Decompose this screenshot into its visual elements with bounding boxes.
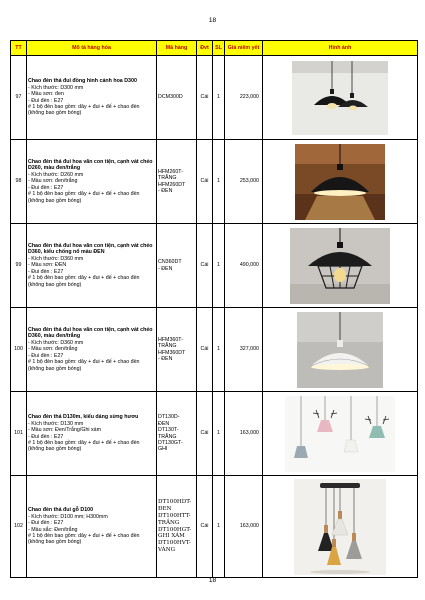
row-code — [157, 392, 197, 476]
code-line: DT100HVT- — [158, 540, 191, 547]
code-line: - ĐEN — [158, 187, 173, 194]
row-code — [157, 476, 197, 578]
table-row — [11, 308, 418, 392]
table-row — [11, 56, 418, 140]
row-description — [27, 392, 157, 476]
row-tt: 102 — [11, 476, 27, 578]
code-line: DT100HDT- — [158, 499, 192, 506]
row-qty: 1 — [213, 56, 225, 140]
code-line: HFM360T- — [158, 336, 184, 343]
row-line: - Đui đèn : E27 — [28, 520, 64, 527]
row-code — [157, 308, 197, 392]
row-description — [27, 224, 157, 308]
page-number-top: 18 — [208, 17, 217, 24]
row-line: # 1 bộ đèn bao gồm: dây + đui + đế + chao đèn (không bao gồm bóng) — [28, 191, 140, 204]
code-line: CN360DT — [158, 259, 182, 266]
row-title: Chao đèn thả D130m, kiểu dáng sừng hươu — [28, 414, 139, 421]
row-description — [27, 56, 157, 140]
row-qty: 1 — [213, 140, 225, 224]
code-line: VÀNG — [158, 546, 176, 553]
row-title: Chao đèn thả đui hoa văn con tiện, cạnh vát chéo D260, màu đen/trắng — [28, 159, 153, 172]
row-line: - Kích thước: D300 mm — [28, 84, 84, 91]
row-line: # 1 bộ đèn bao gồm: dây + đui + đế + chao đèn (không bao gồm bóng) — [28, 532, 140, 546]
header-tt: TT — [11, 41, 27, 56]
row-line: - Kích thước: D360 mm — [28, 339, 84, 346]
header-code: Mã hàng — [157, 41, 197, 56]
row-title: Chao đèn thả đui gỗ D100 — [28, 507, 94, 514]
page-number-bottom: 18 — [208, 577, 217, 584]
wooden-cone-pendant-lamps-photo — [263, 476, 418, 578]
row-qty: 1 — [213, 392, 225, 476]
row-tt: 101 — [11, 392, 27, 476]
code-line: TRẮNG — [158, 519, 180, 526]
code-line: DCM300D — [158, 94, 183, 101]
row-description — [27, 476, 157, 578]
row-line: # 1 bộ đèn bao gồm: dây + đui + đế + chao đèn (không bao gồm bóng) — [28, 359, 140, 372]
table-row — [11, 392, 418, 476]
header-qty: SL — [213, 41, 225, 56]
code-line: - ĐEN — [158, 265, 173, 272]
row-code — [157, 56, 197, 140]
code-line: HFM260DT — [158, 181, 186, 188]
row-unit: Cái — [197, 308, 213, 392]
row-qty: 1 — [213, 224, 225, 308]
code-line: DT130GT- — [158, 439, 183, 446]
row-unit: Cái — [197, 56, 213, 140]
code-line: ĐEN — [158, 506, 172, 513]
row-price: 163,000 — [225, 476, 263, 578]
row-price: 327,000 — [225, 308, 263, 392]
row-code — [157, 224, 197, 308]
row-qty: 1 — [213, 308, 225, 392]
row-title: Chao đèn thả đui hoa văn con tiện, cạnh vát chéo D360, kiểu chống nổ màu ĐEN — [28, 243, 153, 256]
row-title: Chao đèn thả đui hoa văn con tiện, cạnh vát chéo D360, màu đen/trắng — [28, 327, 153, 340]
row-price: 253,000 — [225, 140, 263, 224]
code-line: DT130T- — [158, 427, 179, 434]
black-cage-pendant-lamp-photo — [263, 224, 418, 308]
row-line: - Đui đèn : E27 — [28, 97, 64, 104]
row-unit: Cái — [197, 476, 213, 578]
row-line: - Màu sơn: ĐEN — [28, 262, 67, 269]
row-code — [157, 140, 197, 224]
row-line: - Màu sắc: Đen/trắng — [28, 526, 78, 533]
row-price: 163,000 — [225, 392, 263, 476]
black-dome-pendant-lamp-photo — [263, 140, 418, 224]
header-description: Mô tả hàng hóa — [27, 41, 157, 56]
row-description — [27, 140, 157, 224]
header-image: Hình ảnh — [263, 41, 418, 56]
row-unit: Cái — [197, 140, 213, 224]
table-header-row — [11, 41, 418, 56]
code-line: DT100HTT- — [158, 512, 191, 519]
row-unit: Cái — [197, 224, 213, 308]
row-line: - Màu sơn: đen/trắng — [28, 178, 78, 185]
code-line: TRẮNG — [158, 343, 177, 350]
header-unit: Đvt — [197, 41, 213, 56]
row-tt: 99 — [11, 224, 27, 308]
row-line: - Đui đèn : E27 — [28, 268, 64, 275]
row-line: - Đui đèn : E27 — [28, 433, 64, 440]
code-line: GHI — [158, 446, 168, 453]
row-line: - Kích thước: D260 mm — [28, 171, 84, 178]
code-line: TRẮNG — [158, 175, 177, 182]
row-qty: 1 — [213, 476, 225, 578]
code-line: - ĐEN — [158, 355, 173, 362]
product-table — [10, 40, 418, 578]
code-line: GHI XÁM — [158, 533, 185, 540]
row-line: - Màu sơn: đen — [28, 91, 64, 98]
code-line: TRẮNG — [158, 433, 177, 440]
row-title: Chao đèn thả đui đồng hình cánh hoa D300 — [28, 78, 137, 85]
row-line: - Kích thước: D130 mm — [28, 420, 84, 427]
row-line: - Đui đèn : E27 — [28, 352, 64, 359]
row-line: - Kích thước: D100 mm; H300mm — [28, 513, 108, 520]
row-line: # 1 bộ đèn bao gồm: dây + đui + đế + chao đèn (không bao gồm bóng) — [28, 275, 140, 288]
row-line: - Kích thước: D360 mm — [28, 255, 84, 262]
table-row — [11, 140, 418, 224]
black-petal-pendant-lamp-photo — [263, 56, 418, 140]
code-line: DT100HGT- — [158, 526, 192, 533]
row-description — [27, 308, 157, 392]
code-line: HFM360DT — [158, 349, 186, 356]
code-line: DT130D- — [158, 414, 180, 421]
antler-pendant-lamps-photo — [263, 392, 418, 476]
header-price: Giá niêm yết — [225, 41, 263, 56]
white-dome-pendant-lamp-photo — [263, 308, 418, 392]
row-line: - Đui đèn : E27 — [28, 184, 64, 191]
table-row — [11, 224, 418, 308]
row-tt: 98 — [11, 140, 27, 224]
row-line: - Màu sơn: Đen/Trắng/Ghi xám — [28, 427, 102, 434]
row-unit: Cái — [197, 392, 213, 476]
code-line: ĐEN — [158, 420, 170, 427]
row-tt: 97 — [11, 56, 27, 140]
row-tt: 100 — [11, 308, 27, 392]
row-line: # 1 bộ đèn bao gồm: dây + đui + đế + chao đèn (không bao gồm bóng) — [28, 439, 140, 453]
table-row — [11, 476, 418, 578]
row-line: # 1 bộ đèn bao gồm: dây + đui + đế + chao đèn (không bao gồm bóng) — [28, 103, 140, 117]
row-price: 223,000 — [225, 56, 263, 140]
code-line: HFM260T- — [158, 168, 184, 175]
row-line: - Màu sơn: đen/trắng — [28, 346, 78, 353]
row-price: 490,000 — [225, 224, 263, 308]
